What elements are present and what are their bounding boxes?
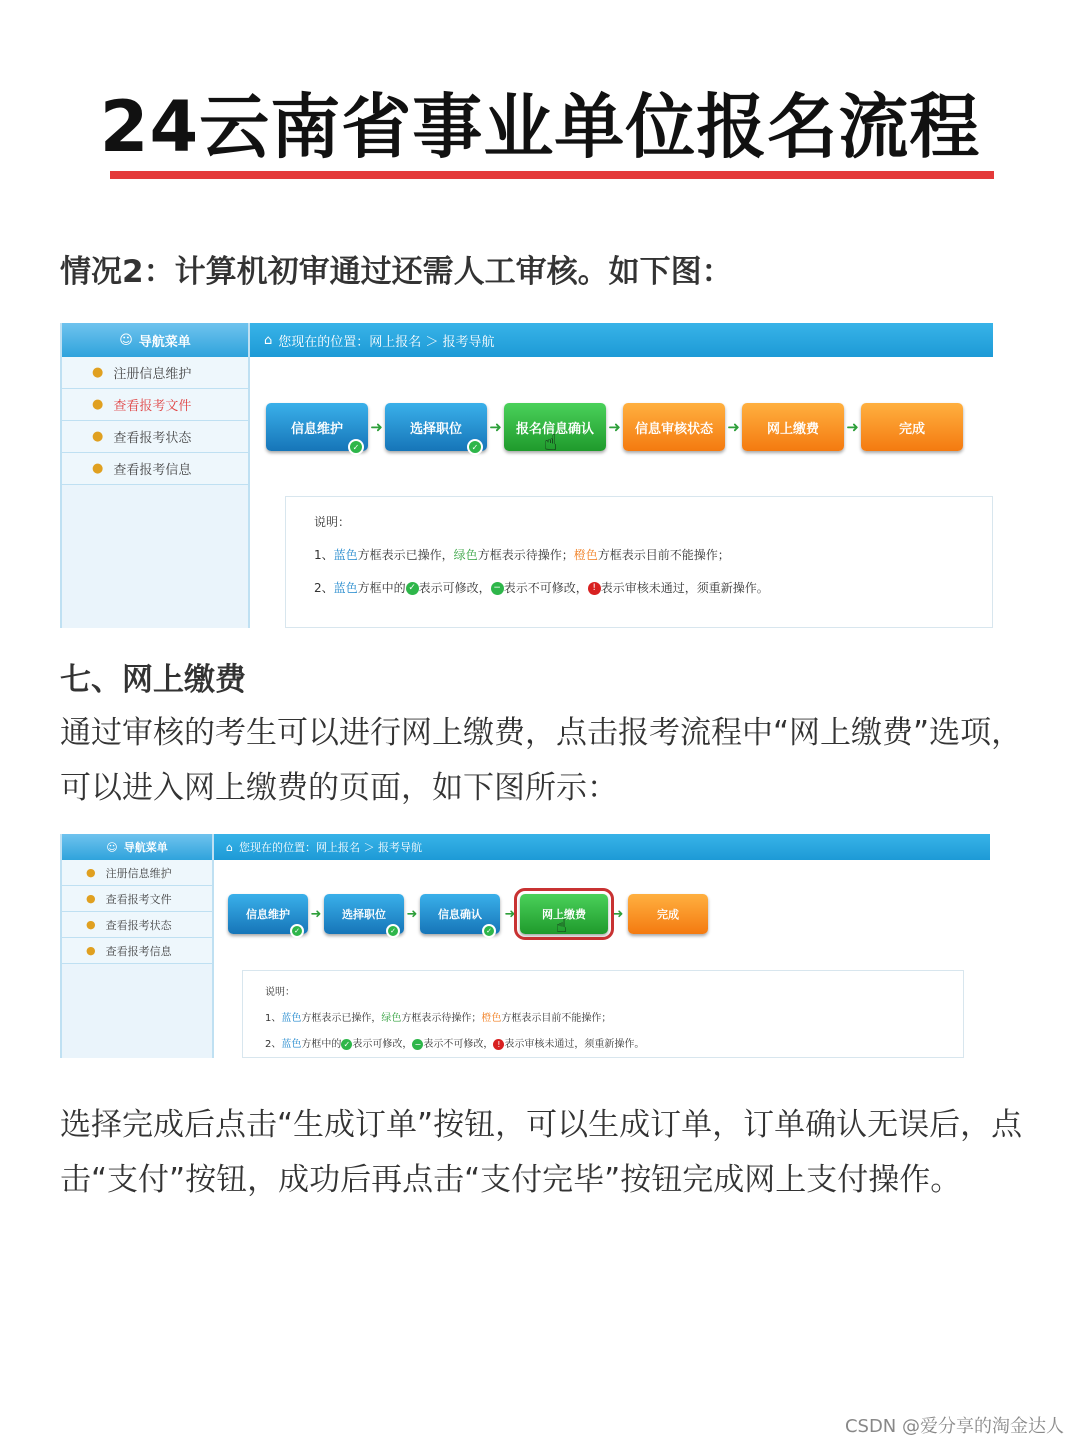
arrow-right-icon: ➜: [846, 418, 859, 436]
step-complete[interactable]: 完成: [861, 403, 963, 451]
sidebar-item-view-status[interactable]: ● 查看报考状态: [62, 421, 248, 453]
arrow-right-icon: ➜: [612, 906, 624, 922]
process-steps: [228, 894, 708, 937]
arrow-right-icon: ➜: [406, 906, 418, 922]
instruction-line-1: 1、蓝色方框表示已操作，绿色方框表示待操作；橙色方框表示目前不能操作；: [314, 548, 730, 562]
step-complete[interactable]: 完成: [628, 894, 708, 934]
arrow-right-icon: ➜: [727, 418, 740, 436]
bullet-icon: ●: [92, 461, 104, 476]
arrow-right-icon: ➜: [504, 906, 516, 922]
step-online-payment[interactable]: 网上缴费: [742, 403, 844, 451]
step-confirm-info[interactable]: 报名信息确认 ☝: [504, 403, 606, 451]
step-online-payment[interactable]: 网上缴费 ☝: [520, 894, 608, 934]
step-info-maintenance[interactable]: 信息维护 ✓: [266, 403, 368, 451]
error-icon: !: [493, 1039, 504, 1050]
sidebar-header: ☺ 导航菜单: [62, 323, 248, 357]
sidebar-item-register-info[interactable]: ● 注册信息维护: [62, 860, 212, 886]
breadcrumb: ⌂ 您现在的位置：网上报名 ＞ 报考导航: [250, 323, 993, 357]
sidebar-item-view-files[interactable]: ● 查看报考文件: [62, 389, 248, 421]
bullet-icon: ●: [92, 365, 104, 380]
step-review-status[interactable]: 信息审核状态: [623, 403, 725, 451]
sidebar-header: ☺ 导航菜单: [62, 834, 212, 860]
page-title: 24云南省事业单位报名流程: [99, 86, 981, 168]
final-text: 选择完成后点击“生成订单”按钮，可以生成订单，订单确认无误后，点击“支付”按钮，成功后再点击“支付完毕”按钮完成网上支付操作。: [60, 1107, 1023, 1198]
sidebar: [60, 834, 214, 1058]
breadcrumb: ⌂ 您现在的位置：网上报名 ＞ 报考导航: [214, 834, 990, 860]
check-icon: ✓: [341, 1039, 352, 1050]
bullet-icon: ●: [86, 918, 96, 931]
arrow-right-icon: ➜: [489, 418, 502, 436]
step-confirm-info[interactable]: 信息确认 ✓: [420, 894, 500, 934]
arrow-right-icon: ➜: [310, 906, 322, 922]
check-icon: ✓: [406, 582, 419, 595]
home-icon: ⌂: [264, 332, 273, 348]
check-icon: ✓: [467, 439, 483, 455]
menu-icon: ☺: [119, 332, 133, 348]
process-steps: [266, 403, 963, 456]
section7-text: 通过审核的考生可以进行网上缴费，点击报考流程中“网上缴费”选项，可以进入网上缴费的页面，如下图所示：: [60, 715, 1023, 806]
bullet-icon: ●: [92, 429, 104, 444]
sidebar-item-view-info[interactable]: ● 查看报考信息: [62, 938, 212, 964]
sidebar-item-view-status[interactable]: ● 查看报考状态: [62, 912, 212, 938]
hand-cursor-icon: ☝: [544, 431, 558, 456]
hand-cursor-icon: ☝: [556, 916, 567, 937]
sidebar: [60, 323, 250, 628]
step-info-maintenance[interactable]: 信息维护 ✓: [228, 894, 308, 934]
watermark: CSDN @爱分享的淘金达人: [844, 1416, 1064, 1437]
arrow-right-icon: ➜: [370, 418, 383, 436]
check-icon: ✓: [386, 924, 400, 938]
bullet-icon: ●: [86, 944, 96, 957]
instructions-title: 说明：: [265, 987, 295, 998]
bullet-icon: ●: [86, 866, 96, 879]
instruction-line-2: 2、蓝色方框中的 ✓ 表示可修改， − 表示不可修改， ! 表示审核未通过，须重新操作。: [265, 1039, 645, 1050]
bullet-icon: ●: [86, 892, 96, 905]
home-icon: ⌂: [226, 840, 233, 854]
step-select-position[interactable]: 选择职位 ✓: [385, 403, 487, 451]
sidebar-item-register-info[interactable]: ● 注册信息维护: [62, 357, 248, 389]
check-icon: ✓: [290, 924, 304, 938]
error-icon: !: [588, 582, 601, 595]
check-icon: ✓: [348, 439, 364, 455]
screenshot-registration-nav-1: [60, 323, 993, 628]
instruction-line-1: 1、蓝色方框表示已操作，绿色方框表示待操作；橙色方框表示目前不能操作；: [265, 1013, 612, 1024]
instructions-box: [242, 970, 964, 1058]
minus-icon: −: [412, 1039, 423, 1050]
instruction-line-2: 2、蓝色方框中的 ✓ 表示可修改， − 表示不可修改， ! 表示审核未通过，须重新操作。: [314, 581, 769, 595]
sidebar-item-view-files[interactable]: ● 查看报考文件: [62, 886, 212, 912]
instructions-box: [285, 496, 993, 628]
step-select-position[interactable]: 选择职位 ✓: [324, 894, 404, 934]
screenshot-registration-nav-2: [60, 834, 990, 1058]
arrow-right-icon: ➜: [608, 418, 621, 436]
check-icon: ✓: [482, 924, 496, 938]
minus-icon: −: [491, 582, 504, 595]
sidebar-item-view-info[interactable]: ● 查看报考信息: [62, 453, 248, 485]
bullet-icon: ●: [92, 397, 104, 412]
title-underline: [110, 171, 994, 179]
section7-heading: 七、网上缴费: [60, 662, 246, 698]
instructions-title: 说明：: [314, 515, 351, 529]
menu-icon: ☺: [106, 840, 118, 854]
case2-heading: 情况2：计算机初审通过还需人工审核。如下图：: [60, 254, 733, 290]
